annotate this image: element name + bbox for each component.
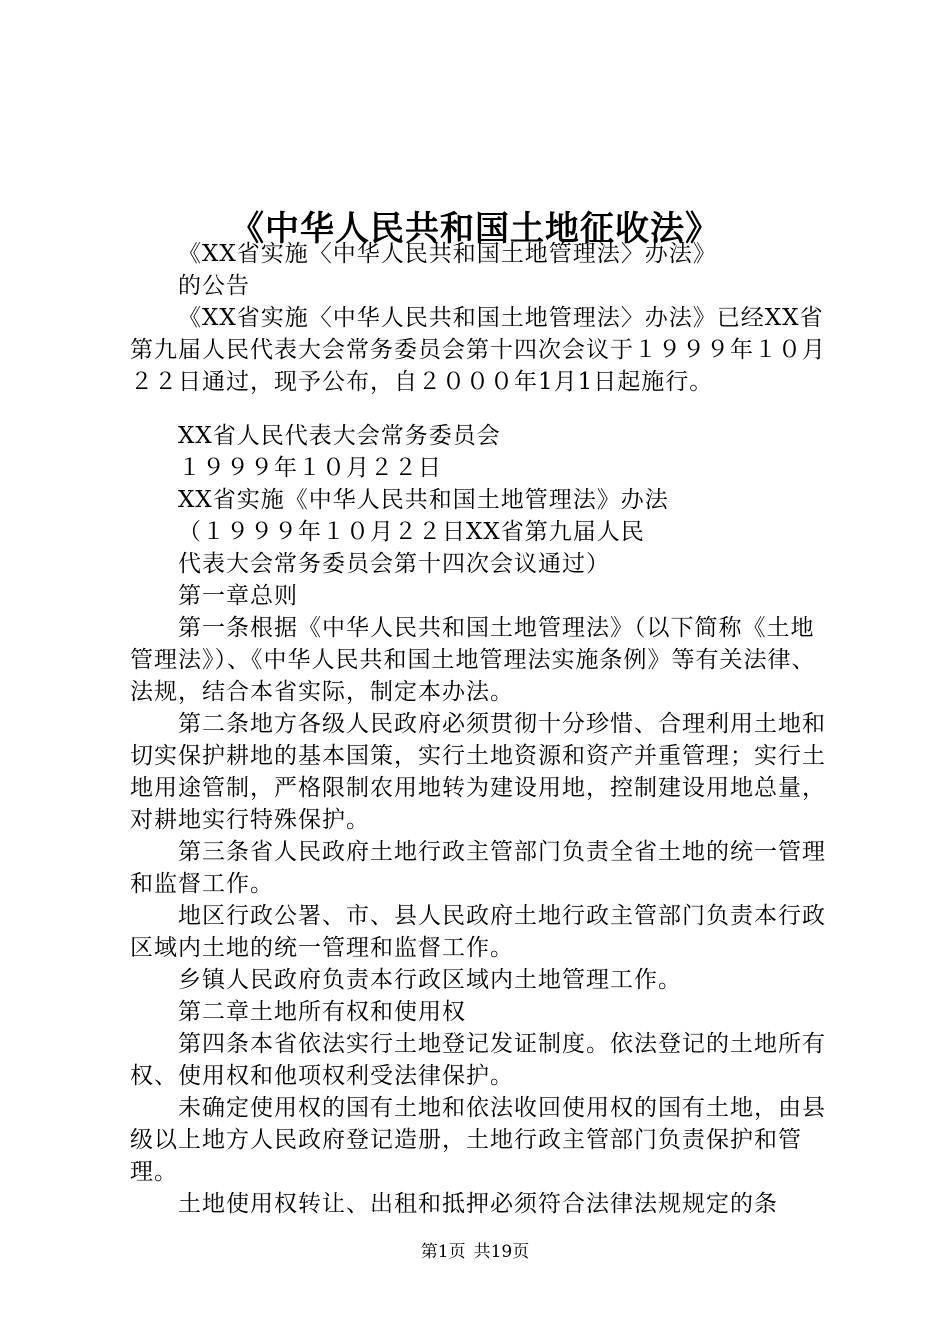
page-footer [0,1240,950,1264]
article-paragraph: 未确定使用权的国有土地和依法收回使用权的国有土地，由县级以上地方人民政府登记造册，土地行政主管部门负责保护和管理。 [130,1095,826,1185]
adoption-note-line-1: （１９９９年１０月２２日XX省第九届人民 [178,519,645,545]
notice-title-line-2: 的公告 [178,273,250,299]
chapter-heading: 第二章土地所有权和使用权 [178,999,466,1025]
notice-paragraph: 《XX省实施〈中华人民共和国土地管理法〉办法》已经XX省第九届人民代表大会常务委员会第十四次会议于１９９９年１０月２２日通过，现予公布，自２０００年1月1日起施行。 [130,305,826,395]
article-paragraph: 第二条地方各级人民政府必须贯彻十分珍惜、合理利用土地和切实保护耕地的基本国策，实行土地资源和资产并重管理；实行土地用途管制，严格限制农用地转为建设用地，控制建设用地总量，对耕地实行特殊保护。 [130,711,826,833]
document-title: 《中华人民共和国土地征收法》 [230,208,720,249]
spacer [130,398,836,420]
article-paragraph: 第一条根据《中华人民共和国土地管理法》（以下简称《土地管理法》）、《中华人民共和国土地管理法实施条例》等有关法律、法规，结合本省实际，制定本办法。 [130,615,816,705]
article-paragraph: 第四条本省依法实行土地登记发证制度。依法登记的土地所有权、使用权和他项权利受法律保护。 [130,1031,826,1089]
page-total: 共19页 [473,1242,530,1262]
article-paragraph: 第三条省人民政府土地行政主管部门负责全省土地的统一管理和监督工作。 [130,839,826,897]
article-paragraph: 乡镇人民政府负责本行政区域内土地管理工作。 [178,967,682,993]
issuer-line: XX省人民代表大会常务委员会 [178,423,501,449]
issue-date-line: １９９９年１０月２２日 [178,455,442,481]
adoption-note-line-2: 代表大会常务委员会第十四次会议通过） [178,551,610,577]
article-paragraph: 土地使用权转让、出租和抵押必须符合法律法规规定的条 [178,1191,778,1217]
page-number: 第1页 [420,1242,466,1262]
document-body [130,238,836,1220]
measures-title-line: XX省实施《中华人民共和国土地管理法》办法 [178,487,669,513]
chapter-heading: 第一章总则 [178,583,298,609]
notice-title-line-1: 《XX省实施〈中华人民共和国土地管理法〉办法》 [178,241,717,267]
article-paragraph: 地区行政公署、市、县人民政府土地行政主管部门负责本行政区域内土地的统一管理和监督工作。 [130,903,826,961]
